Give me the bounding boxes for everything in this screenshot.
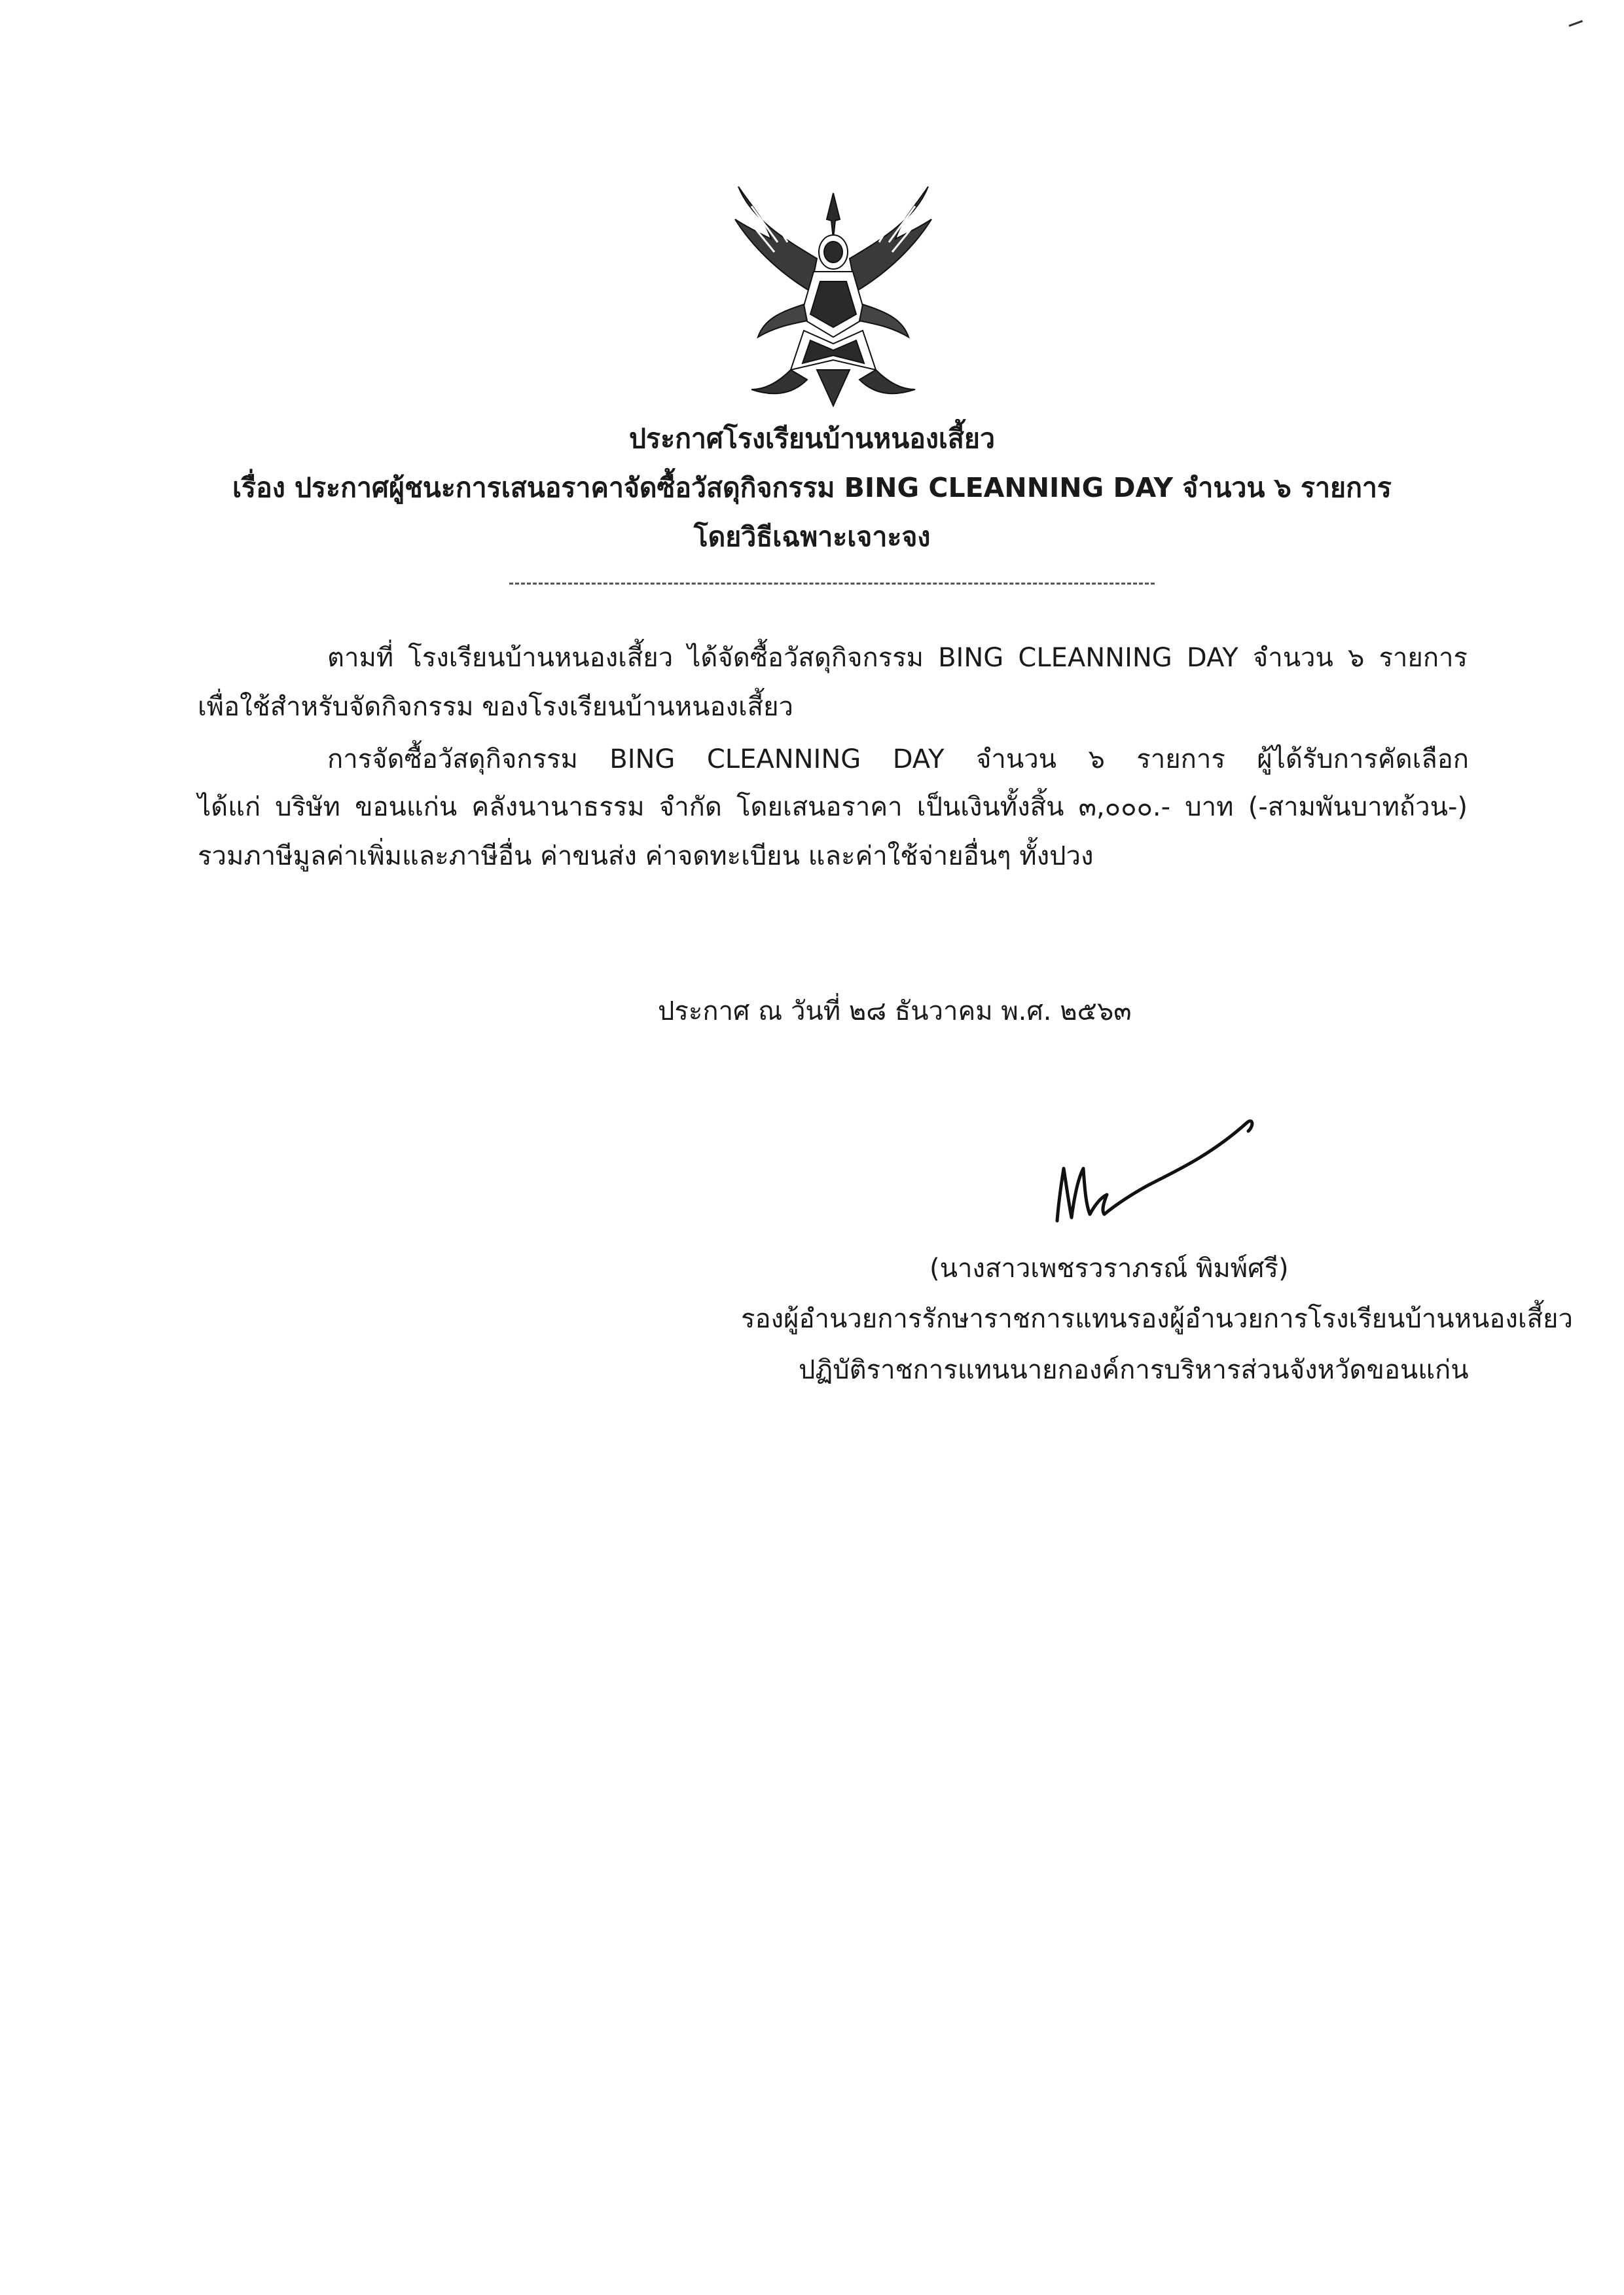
handwritten-signature bbox=[1044, 1106, 1260, 1231]
announcement-method: โดยวิธีเฉพาะเจาะจง bbox=[693, 521, 931, 552]
paragraph-1-line-2: เพื่อใช้สำหรับจัดกิจกรรม ของโรงเรียนบ้านหนองเสี้ยว bbox=[198, 692, 793, 722]
paragraph-1-line-1: ตามที่ โรงเรียนบ้านหนองเสี้ยว ได้จัดซื้อวัสดุกิจกรรม BING CLEANNING DAY จำนวน ๖ รายการ bbox=[327, 643, 1468, 673]
signatory-title-1: รองผู้อำนวยการรักษาราชการแทนรองผู้อำนวยการโรงเรียนบ้านหนองเสี้ยว bbox=[741, 1304, 1573, 1334]
signatory-title-2: ปฏิบัติราชการแทนนายกองค์การบริหารส่วนจังหวัดขอนแก่น bbox=[799, 1355, 1469, 1385]
paragraph-2-line-3: รวมภาษีมูลค่าเพิ่มและภาษีอื่น ค่าขนส่ง ค่าจดทะเบียน และค่าใช้จ่ายอื่นๆ ทั้งปวง bbox=[198, 841, 1094, 871]
announcement-date: ประกาศ ณ วันที่ ๒๘ ธันวาคม พ.ศ. ๒๕๖๓ bbox=[658, 996, 1132, 1026]
garuda-emblem-icon bbox=[725, 180, 941, 416]
signatory-name: (นางสาวเพชรวราภรณ์ พิมพ์ศรี) bbox=[929, 1254, 1289, 1284]
paragraph-2-line-2: ได้แก่ บริษัท ขอนแก่น คลังนานาธรรม จำกัด โดยเสนอราคา เป็นเงินทั้งสิ้น ๓,๐๐๐.- บาท (-สามพันบาทถ้วน-) bbox=[198, 792, 1468, 822]
paragraph-2-line-1: การจัดซื้อวัสดุกิจกรรม BING CLEANNING DAY จำนวน ๖ รายการ ผู้ได้รับการคัดเลือก bbox=[327, 744, 1469, 774]
scan-mark bbox=[1568, 20, 1585, 33]
dashed-divider bbox=[509, 583, 1155, 585]
announcement-title: ประกาศโรงเรียนบ้านหนองเสี้ยว bbox=[629, 423, 995, 454]
announcement-subject: เรื่อง ประกาศผู้ชนะการเสนอราคาจัดซื้อวัสดุกิจกรรม BING CLEANNING DAY จำนวน ๖ รายการ bbox=[232, 472, 1392, 503]
